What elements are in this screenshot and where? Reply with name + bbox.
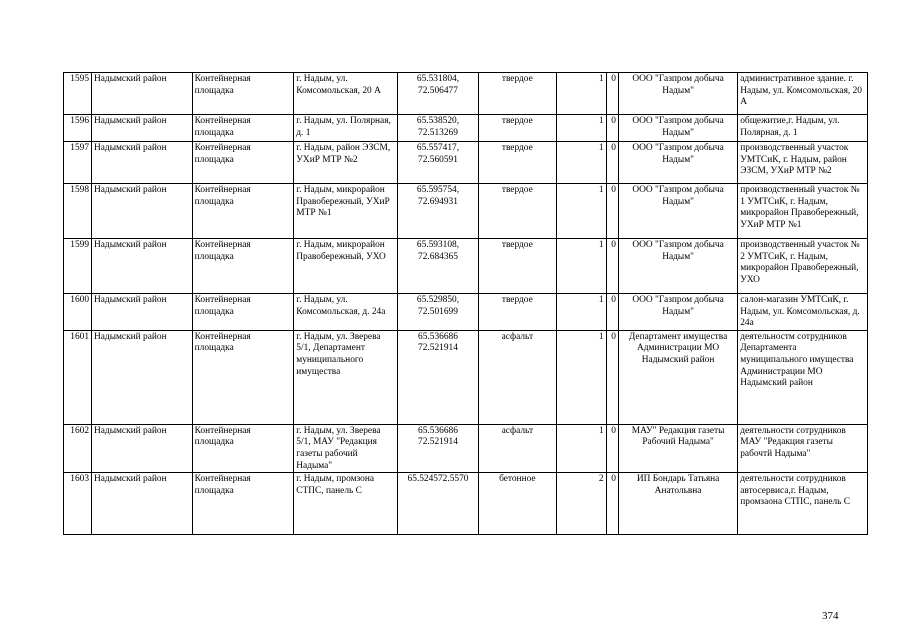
site-type-cell: Контейнерная площадка bbox=[192, 424, 294, 472]
site-type-cell: Контейнерная площадка bbox=[192, 473, 294, 535]
owner-cell: ООО "Газпром добыча Надым" bbox=[618, 239, 737, 294]
waste-source-cell: салон-магазин УМТСиК, г. Надым, ул. Комсомольская, д. 24а bbox=[738, 294, 868, 331]
address-cell: г. Надым, микрорайон Правобережный, УХиР МТР №1 bbox=[294, 184, 398, 239]
owner-cell: ООО "Газпром добыча Надым" bbox=[618, 142, 737, 184]
address-cell: г. Надым, микрорайон Правобережный, УХО bbox=[294, 239, 398, 294]
district-cell: Надымский район bbox=[92, 184, 193, 239]
owner-cell: ООО "Газпром добыча Надым" bbox=[618, 73, 737, 115]
count-cell: 0 bbox=[606, 184, 618, 239]
address-cell: г. Надым, ул. Комсомольская, д. 24а bbox=[294, 294, 398, 331]
surface-cell: твердое bbox=[478, 142, 556, 184]
address-cell: г. Надым, ул. Зверева 5/1, Департамент муниципального имущества bbox=[294, 330, 398, 424]
surface-cell: твердое bbox=[478, 115, 556, 142]
table-row bbox=[64, 473, 868, 535]
table-body bbox=[64, 73, 868, 535]
row-number-cell: 1595 bbox=[64, 73, 92, 115]
container-count-cell: 1 bbox=[556, 330, 606, 424]
address-cell: г. Надым, ул. Комсомольская, 20 А bbox=[294, 73, 398, 115]
coordinates-cell: 65.536686 72.521914 bbox=[398, 424, 479, 472]
site-type-cell: Контейнерная площадка bbox=[192, 330, 294, 424]
surface-cell: твердое bbox=[478, 294, 556, 331]
surface-cell: твердое bbox=[478, 73, 556, 115]
surface-cell: твердое bbox=[478, 239, 556, 294]
container-count-cell: 1 bbox=[556, 239, 606, 294]
count-cell: 0 bbox=[606, 294, 618, 331]
surface-cell: асфальт bbox=[478, 330, 556, 424]
container-count-cell: 1 bbox=[556, 115, 606, 142]
container-count-cell: 1 bbox=[556, 142, 606, 184]
address-cell: г. Надым, ул. Зверева 5/1, МАУ "Редакция газеты рабочий Надыма" bbox=[294, 424, 398, 472]
count-cell: 0 bbox=[606, 330, 618, 424]
district-cell: Надымский район bbox=[92, 142, 193, 184]
owner-cell: МАУ" Редакция газеты Рабочий Надыма" bbox=[618, 424, 737, 472]
surface-cell: твердое bbox=[478, 184, 556, 239]
row-number-cell: 1598 bbox=[64, 184, 92, 239]
coordinates-cell: 65.536686 72.521914 bbox=[398, 330, 479, 424]
district-cell: Надымский район bbox=[92, 294, 193, 331]
container-count-cell: 1 bbox=[556, 294, 606, 331]
address-cell: г. Надым, ул. Полярная, д. 1 bbox=[294, 115, 398, 142]
waste-source-cell: деятельности сотрудников МАУ "Редакция газеты рабочтй Надыма" bbox=[738, 424, 868, 472]
waste-source-cell: деятельностм сотрудников Департамента муниципального имущества Администрации МО Надымский район bbox=[738, 330, 868, 424]
row-number-cell: 1601 bbox=[64, 330, 92, 424]
coordinates-cell: 65.595754, 72.694931 bbox=[398, 184, 479, 239]
count-cell: 0 bbox=[606, 239, 618, 294]
district-cell: Надымский район bbox=[92, 424, 193, 472]
owner-cell: ООО "Газпром добыча Надым" bbox=[618, 294, 737, 331]
table-row bbox=[64, 239, 868, 294]
owner-cell: Департамент имущества Администрации МО Надымский район bbox=[618, 330, 737, 424]
container-count-cell: 2 bbox=[556, 473, 606, 535]
coordinates-cell: 65.593108, 72.684365 bbox=[398, 239, 479, 294]
site-type-cell: Контейнерная площадка bbox=[192, 294, 294, 331]
district-cell: Надымский район bbox=[92, 73, 193, 115]
table-row bbox=[64, 73, 868, 115]
waste-source-cell: деятельности сотрудников автосервиса,г. Надым, промзаона СТПС, панель С bbox=[738, 473, 868, 535]
count-cell: 0 bbox=[606, 73, 618, 115]
surface-cell: асфальт bbox=[478, 424, 556, 472]
table-row bbox=[64, 330, 868, 424]
row-number-cell: 1603 bbox=[64, 473, 92, 535]
page-number: 374 bbox=[822, 610, 839, 622]
table-row bbox=[64, 294, 868, 331]
table-row bbox=[64, 184, 868, 239]
row-number-cell: 1599 bbox=[64, 239, 92, 294]
registry-table bbox=[63, 72, 868, 535]
waste-source-cell: производственный участок № 1 УМТСиК, г. Надым, микрорайон Правобережный, УХиР МТР №1 bbox=[738, 184, 868, 239]
coordinates-cell: 65.531804, 72.506477 bbox=[398, 73, 479, 115]
table-row bbox=[64, 115, 868, 142]
waste-source-cell: общежитие,г. Надым, ул. Полярная, д. 1 bbox=[738, 115, 868, 142]
count-cell: 0 bbox=[606, 473, 618, 535]
container-count-cell: 1 bbox=[556, 424, 606, 472]
waste-source-cell: производственный участок № 2 УМТСиК, г. Надым, микрорайон Правобережный, УХО bbox=[738, 239, 868, 294]
waste-source-cell: производственный участок УМТСиК, г. Надым, район ЭЗСМ, УХиР МТР №2 bbox=[738, 142, 868, 184]
count-cell: 0 bbox=[606, 142, 618, 184]
count-cell: 0 bbox=[606, 115, 618, 142]
district-cell: Надымский район bbox=[92, 473, 193, 535]
table-row bbox=[64, 142, 868, 184]
coordinates-cell: 65.538520, 72.513269 bbox=[398, 115, 479, 142]
owner-cell: ООО "Газпром добыча Надым" bbox=[618, 184, 737, 239]
site-type-cell: Контейнерная площадка bbox=[192, 184, 294, 239]
coordinates-cell: 65.524572.5570 bbox=[398, 473, 479, 535]
waste-source-cell: административное здание. г. Надым, ул. Комсомольская, 20 А bbox=[738, 73, 868, 115]
site-type-cell: Контейнерная площадка bbox=[192, 239, 294, 294]
row-number-cell: 1600 bbox=[64, 294, 92, 331]
surface-cell: бетонное bbox=[478, 473, 556, 535]
container-count-cell: 1 bbox=[556, 73, 606, 115]
row-number-cell: 1597 bbox=[64, 142, 92, 184]
container-count-cell: 1 bbox=[556, 184, 606, 239]
owner-cell: ООО "Газпром добыча Надым" bbox=[618, 115, 737, 142]
district-cell: Надымский район bbox=[92, 115, 193, 142]
district-cell: Надымский район bbox=[92, 330, 193, 424]
count-cell: 0 bbox=[606, 424, 618, 472]
coordinates-cell: 65.557417, 72.560591 bbox=[398, 142, 479, 184]
coordinates-cell: 65.529850, 72.501699 bbox=[398, 294, 479, 331]
address-cell: г. Надым, район ЭЗСМ, УХиР МТР №2 bbox=[294, 142, 398, 184]
site-type-cell: Контейнерная площадка bbox=[192, 142, 294, 184]
row-number-cell: 1602 bbox=[64, 424, 92, 472]
site-type-cell: Контейнерная площадка bbox=[192, 73, 294, 115]
owner-cell: ИП Бондарь Татьяна Анатольвна bbox=[618, 473, 737, 535]
address-cell: г. Надым, промзона СТПС, панель С bbox=[294, 473, 398, 535]
site-type-cell: Контейнерная площадка bbox=[192, 115, 294, 142]
district-cell: Надымский район bbox=[92, 239, 193, 294]
row-number-cell: 1596 bbox=[64, 115, 92, 142]
table-row bbox=[64, 424, 868, 472]
